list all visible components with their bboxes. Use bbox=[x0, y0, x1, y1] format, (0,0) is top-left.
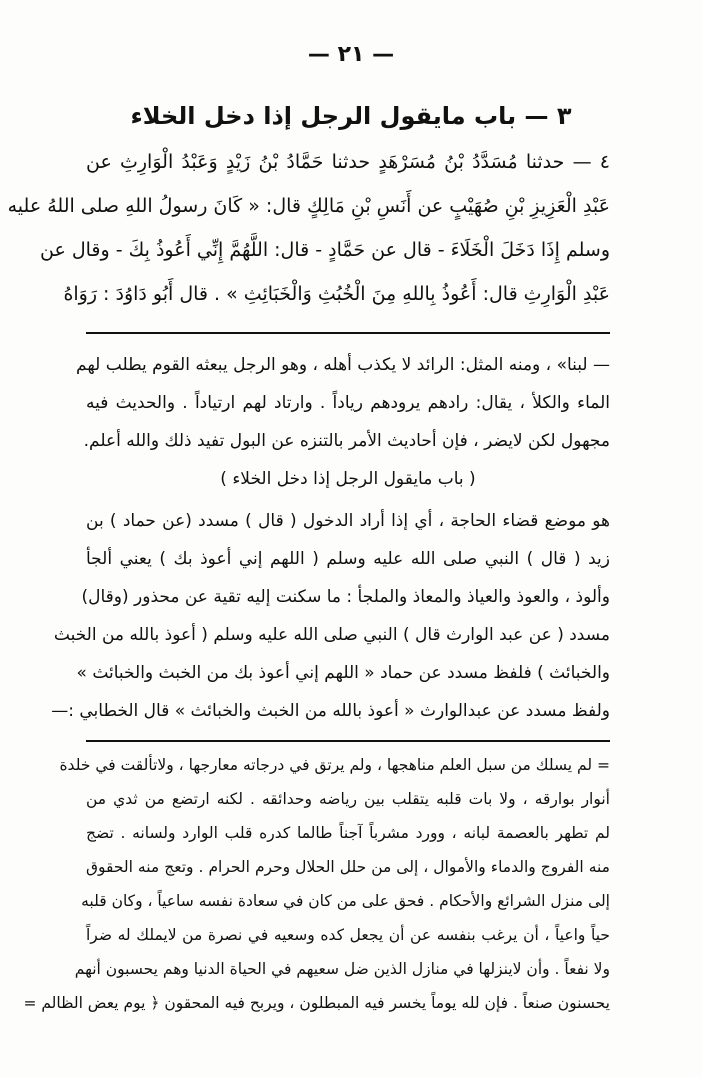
hadith-line: عَبْدِ الْوَارِثِ قال: أَعُوذُ بِاللهِ مِنَ الْخُبُثِ وَالْخَبَائِثِ » . قال أَبُو دَاوُدَ : رَوَاهُ bbox=[63, 283, 610, 305]
commentary-line: هو موضع قضاء الحاجة ، أي إذا أراد الدخول ( قال ) مسدد (عن حماد ) بن bbox=[86, 511, 610, 531]
hadith-line: وسلم إِذَا دَخَلَ الْخَلَاءَ - قال عن حَمَّادٍ - قال: اللَّهُمَّ إِنِّي أَعُوذُ بِكَ - وقال عن bbox=[40, 239, 610, 261]
footnote-line: = لم يسلك من سبل العلم مناهجها ، ولم يرتق في درجاته معارجها ، ولاتألقت في خلدة bbox=[59, 756, 610, 774]
footnote-line: منه الفروج والدماء والأموال ، إلى من حلل الحلال وحرم الحرام . وتعج منه الحقوق bbox=[86, 858, 610, 876]
commentary-line: وألوذ ، والعوذ والعياذ والمعاذ والملجأ : ما سكنت إليه تقية عن محذور (وقال) bbox=[81, 587, 610, 607]
section-divider bbox=[86, 332, 610, 334]
commentary-line: مجهول لكن لايضر ، فإن أحاديث الأمر بالتنزه عن البول تفيد ذلك والله أعلم. bbox=[83, 431, 610, 451]
hadith-text bbox=[7, 140, 610, 320]
hadith-line: ٤ — حدثنا مُسَدَّدُ بْنُ مُسَرْهَدٍ حدثنا حَمَّادُ بْنُ زَيْدٍ وَعَبْدُ الْوَارِثِ عن bbox=[86, 151, 610, 173]
commentary-line: — لبنا» ، ومنه المثل: الرائد لا يكذب أهله ، وهو الرجل يبعثه القوم يطلب لهم bbox=[76, 355, 610, 375]
commentary-heading: ( باب مايقول الرجل إذا دخل الخلاء ) bbox=[220, 469, 476, 489]
commentary-text bbox=[51, 346, 610, 736]
chapter-title: ٣ — باب مايقول الرجل إذا دخل الخلاء bbox=[130, 102, 572, 130]
commentary-line: مسدد ( عن عبد الوارث قال ) النبي صلى الله عليه وسلم ( أعوذ بالله من الخبث bbox=[53, 625, 610, 645]
footnote-line: يحسنون صنعاً . فإن لله يوماً يخسر فيه المبطلون ، ويربح فيه المحقون ﴿ يوم يعض الظالم = bbox=[23, 994, 610, 1012]
commentary-line: والخبائث ) فلفظ مسدد عن حماد « اللهم إني أعوذ بك من الخبث والخبائث » bbox=[76, 663, 610, 683]
footnote-divider bbox=[86, 740, 610, 742]
commentary-line: الماء والكلأ ، يقال: رادهم يرودهم رياداً . وارتاد لهم ارتياداً . والحديث فيه bbox=[86, 393, 610, 413]
commentary-line: ولفظ مسدد عن عبدالوارث « أعوذ بالله من الخبث والخبائث » قال الخطابي :— bbox=[51, 701, 610, 721]
footnote-line: ولا نفعاً . وأن لاينزلها في منازل الذين ضل سعيهم في الحياة الدنيا وهم يحسبون أنهم bbox=[74, 960, 610, 978]
footnote-line: لم تطهر بالعصمة لبانه ، وورد مشرباً آجناً طالما كدره قلب الوارد ولسانه . تضج bbox=[86, 824, 610, 842]
hadith-line: عَبْدِ الْعَزِيزِ بْنِ صُهَيْبٍ عن أَنَسِ بْنِ مَالِكٍ قال: « كَانَ رسولُ اللهِ صلى اللهُ عليه bbox=[7, 195, 610, 217]
commentary-line: زيد ( قال ) النبي صلى الله عليه وسلم ( اللهم إني أعوذ بك ) يعني ألجأ bbox=[86, 549, 610, 569]
page-number: — ٢١ — bbox=[307, 42, 395, 67]
footnote-line: حياً واعياً ، أن يرغب بنفسه عن أن يجعل كده وسعيه في نصرة من لايملك له ضراً bbox=[86, 926, 610, 944]
footnote-text bbox=[23, 748, 610, 1028]
footnote-line: أنوار بوارقه ، ولا بات قلبه يتقلب بين رياضه وحدائقه . لكنه ارتضع من ثدي من bbox=[86, 790, 610, 808]
footnote-line: إلى منزل الشرائع والأحكام . فحق على من كان في سعادة نفسه ساعياً ، وكان قلبه bbox=[81, 892, 610, 910]
